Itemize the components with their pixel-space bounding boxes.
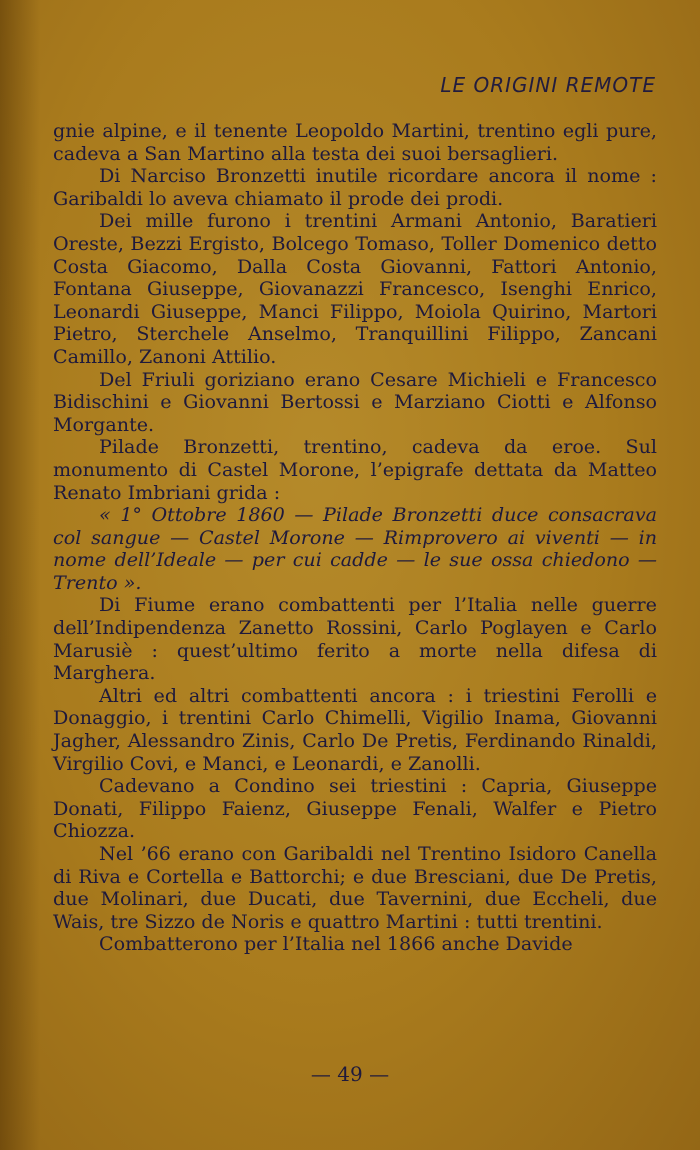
paragraph: Altri ed altri combattenti ancora : i triestini Ferolli e Donaggio, i trentini Carlo Chimelli, Vigilio Inama, Giovanni Jagher, Alessandro Zinis, Carlo De Pretis, Ferdinando Rinaldi, Virgilio Covi, e Manci, e Leonardi, e Zanolli. (53, 683, 657, 775)
paragraph: Dei mille furono i trentini Armani Antonio, Baratieri Oreste, Bezzi Ergisto, Bolcego Tomaso, Toller Domenico detto Costa Giacomo, Dalla Costa Giovanni, Fattori Antonio, Fontana Giuseppe, Giovanazzi Francesco, Isenghi Enrico, Leonardi Giuseppe, Manci Filippo, Moiola Quirino, Martori Pietro, Sterchele Anselmo, Tranquillini Filippo, Zancani Camillo, Zanoni Attilio. (53, 209, 657, 368)
epigraph-quote: « 1° Ottobre 1860 — Pilade Bronzetti duce consacrava col sangue — Castel Morone — Rimprovero ai viventi — in nome dell’Ideale — per cui cadde — le sue ossa chiedono — Trento ». (53, 503, 657, 594)
paragraph: gnie alpine, e il tenente Leopoldo Martini, trentino egli pure, cadeva a San Martino alla testa dei suoi bersaglieri. (53, 119, 657, 165)
running-head: LE ORIGINI REMOTE (440, 73, 656, 97)
paragraph: Combatterono per l’Italia nel 1866 anche Davide (99, 932, 573, 956)
paragraph: Cadevano a Condino sei triestini : Capria, Giuseppe Donati, Filippo Faienz, Giuseppe Fenali, Walfer e Pietro Chiozza. (53, 774, 657, 843)
page-number: — 49 — (310, 1062, 390, 1086)
paragraph: Pilade Bronzetti, trentino, cadeva da eroe. Sul monumento di Castel Morone, l’epigrafe dettata da Matteo Renato Imbriani grida : (53, 435, 657, 504)
paragraph: Nel ’66 erano con Garibaldi nel Trentino Isidoro Canella di Riva e Cortella e Battorchi; e due Bresciani, due De Pretis, due Molinari, due Ducati, due Tavernini, due Eccheli, due Wais, tre Sizzo de Noris e quattro Martini : tutti trentini. (53, 842, 657, 933)
body-text (53, 120, 657, 956)
page-edge-shadow (0, 0, 40, 1150)
paragraph: Di Narciso Bronzetti inutile ricordare ancora il nome : Garibaldi lo aveva chiamato il prode dei prodi. (53, 164, 657, 210)
paragraph: Di Fiume erano combattenti per l’Italia nelle guerre dell’Indipendenza Zanetto Rossini, Carlo Poglayen e Carlo Marusiè : quest’ultimo ferito a morte nella difesa di Marghera. (53, 593, 657, 685)
paragraph: Del Friuli goriziano erano Cesare Michieli e Francesco Bidischini e Giovanni Bertossi e Marziano Ciotti e Alfonso Morgante. (53, 367, 657, 436)
